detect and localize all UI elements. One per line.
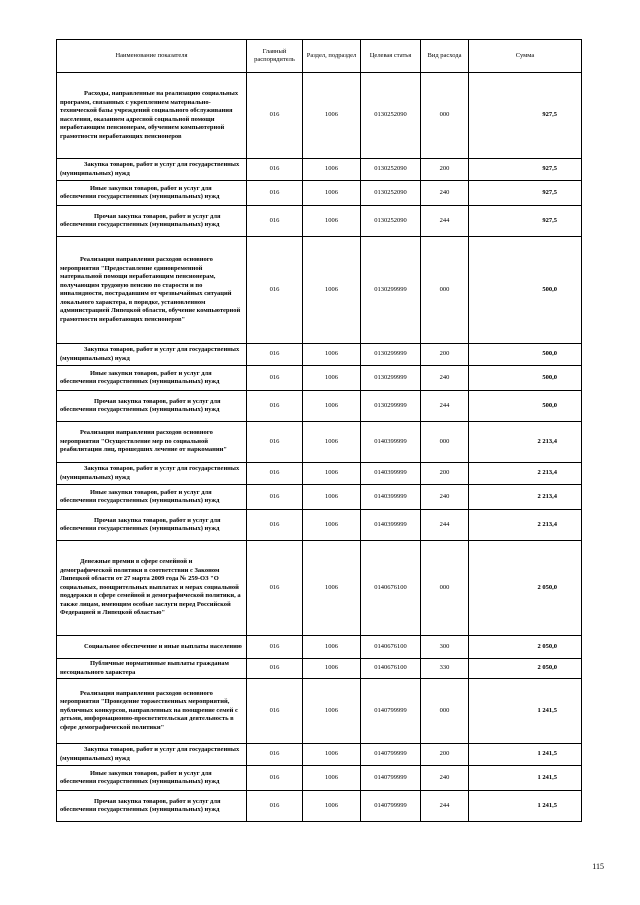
table-row bbox=[57, 485, 582, 510]
row-expense-type-cell: 000 bbox=[421, 422, 469, 463]
row-name-cell: Прочая закупка товаров, работ и услуг для обеспечения государственных (муниципальных) нужд bbox=[57, 510, 247, 541]
table-row bbox=[57, 206, 582, 237]
table-row bbox=[57, 237, 582, 344]
row-name-cell: Прочая закупка товаров, работ и услуг для обеспечения государственных (муниципальных) нужд bbox=[57, 391, 247, 422]
row-section-cell: 1006 bbox=[303, 791, 361, 822]
row-expense-type-cell: 240 bbox=[421, 485, 469, 510]
row-target-item-cell: 0140399999 bbox=[361, 422, 421, 463]
row-chief-manager-cell: 016 bbox=[247, 206, 303, 237]
row-expense-type-cell: 244 bbox=[421, 791, 469, 822]
row-section-cell: 1006 bbox=[303, 206, 361, 237]
row-target-item-cell: 0130299999 bbox=[361, 366, 421, 391]
row-expense-type-cell: 200 bbox=[421, 744, 469, 766]
row-chief-manager-cell: 016 bbox=[247, 766, 303, 791]
row-expense-type-cell: 000 bbox=[421, 541, 469, 636]
row-target-item-cell: 0140676100 bbox=[361, 659, 421, 679]
row-name-cell: Иные закупки товаров, работ и услуг для обеспечения государственных (муниципальных) нужд bbox=[57, 181, 247, 206]
table-row bbox=[57, 659, 582, 679]
row-amount-cell: 2 213,4 bbox=[469, 485, 582, 510]
row-chief-manager-cell: 016 bbox=[247, 659, 303, 679]
row-section-cell: 1006 bbox=[303, 366, 361, 391]
row-target-item-cell: 0130252090 bbox=[361, 73, 421, 159]
row-amount-cell: 927,5 bbox=[469, 206, 582, 237]
table-row bbox=[57, 159, 582, 181]
row-name-cell: Закупка товаров, работ и услуг для государственных (муниципальных) нужд bbox=[57, 744, 247, 766]
row-expense-type-cell: 000 bbox=[421, 73, 469, 159]
row-target-item-cell: 0130299999 bbox=[361, 237, 421, 344]
table-row bbox=[57, 679, 582, 744]
table-row bbox=[57, 344, 582, 366]
row-section-cell: 1006 bbox=[303, 485, 361, 510]
row-section-cell: 1006 bbox=[303, 391, 361, 422]
row-amount-cell: 2 213,4 bbox=[469, 422, 582, 463]
header-indicator-name: Наименование показателя bbox=[57, 40, 247, 73]
row-expense-type-cell: 200 bbox=[421, 344, 469, 366]
row-name-cell: Реализация направления расходов основного мероприятия "Проведение торжественных мероприятий, публичных конкурсов, направленных на поощрение семей с детьми, информационно-просветительская деятельность в сфере демографической политики" bbox=[57, 679, 247, 744]
row-expense-type-cell: 240 bbox=[421, 181, 469, 206]
row-name-cell: Иные закупки товаров, работ и услуг для обеспечения государственных (муниципальных) нужд bbox=[57, 366, 247, 391]
row-amount-cell: 2 213,4 bbox=[469, 463, 582, 485]
row-amount-cell: 1 241,5 bbox=[469, 766, 582, 791]
row-amount-cell: 500,0 bbox=[469, 366, 582, 391]
table-row bbox=[57, 181, 582, 206]
row-amount-cell: 927,5 bbox=[469, 159, 582, 181]
row-target-item-cell: 0130252090 bbox=[361, 206, 421, 237]
row-section-cell: 1006 bbox=[303, 159, 361, 181]
row-expense-type-cell: 200 bbox=[421, 463, 469, 485]
budget-table bbox=[56, 39, 582, 822]
row-chief-manager-cell: 016 bbox=[247, 744, 303, 766]
table-body bbox=[57, 73, 582, 822]
row-section-cell: 1006 bbox=[303, 237, 361, 344]
table-row bbox=[57, 541, 582, 636]
row-section-cell: 1006 bbox=[303, 344, 361, 366]
row-name-cell: Закупка товаров, работ и услуг для государственных (муниципальных) нужд bbox=[57, 344, 247, 366]
row-chief-manager-cell: 016 bbox=[247, 422, 303, 463]
row-name-cell: Закупка товаров, работ и услуг для государственных (муниципальных) нужд bbox=[57, 159, 247, 181]
row-amount-cell: 1 241,5 bbox=[469, 791, 582, 822]
row-amount-cell: 500,0 bbox=[469, 237, 582, 344]
row-name-cell: Социальное обеспечение и иные выплаты населению bbox=[57, 636, 247, 659]
row-expense-type-cell: 244 bbox=[421, 510, 469, 541]
header-expense-type: Вид расхода bbox=[421, 40, 469, 73]
row-section-cell: 1006 bbox=[303, 541, 361, 636]
row-target-item-cell: 0140399999 bbox=[361, 510, 421, 541]
row-chief-manager-cell: 016 bbox=[247, 541, 303, 636]
row-section-cell: 1006 bbox=[303, 463, 361, 485]
row-name-cell: Закупка товаров, работ и услуг для государственных (муниципальных) нужд bbox=[57, 463, 247, 485]
row-target-item-cell: 0130252090 bbox=[361, 159, 421, 181]
row-name-cell: Прочая закупка товаров, работ и услуг для обеспечения государственных (муниципальных) нужд bbox=[57, 791, 247, 822]
row-target-item-cell: 0140399999 bbox=[361, 485, 421, 510]
table-row bbox=[57, 510, 582, 541]
table-row bbox=[57, 744, 582, 766]
row-section-cell: 1006 bbox=[303, 422, 361, 463]
row-target-item-cell: 0140799999 bbox=[361, 744, 421, 766]
row-expense-type-cell: 330 bbox=[421, 659, 469, 679]
row-expense-type-cell: 240 bbox=[421, 766, 469, 791]
row-chief-manager-cell: 016 bbox=[247, 636, 303, 659]
row-section-cell: 1006 bbox=[303, 766, 361, 791]
row-amount-cell: 2 050,0 bbox=[469, 541, 582, 636]
row-chief-manager-cell: 016 bbox=[247, 463, 303, 485]
row-expense-type-cell: 000 bbox=[421, 237, 469, 344]
row-name-cell: Публичные нормативные выплаты гражданам несоциального характера bbox=[57, 659, 247, 679]
row-name-cell: Денежные премии в сфере семейной и демографической политики в соответствии с Законом Липецкой области от 27 марта 2009 года № 259-ОЗ "О социальных, поощрительных выплатах и мерах социальной поддержки в сфере семейной и демографической политики, а также лицам, имеющим особые заслуги перед Российской Федерацией и Липецкой областью" bbox=[57, 541, 247, 636]
row-amount-cell: 1 241,5 bbox=[469, 679, 582, 744]
row-amount-cell: 927,5 bbox=[469, 73, 582, 159]
row-chief-manager-cell: 016 bbox=[247, 791, 303, 822]
table-row bbox=[57, 366, 582, 391]
row-target-item-cell: 0130252090 bbox=[361, 181, 421, 206]
row-section-cell: 1006 bbox=[303, 510, 361, 541]
row-chief-manager-cell: 016 bbox=[247, 510, 303, 541]
row-target-item-cell: 0140399999 bbox=[361, 463, 421, 485]
row-section-cell: 1006 bbox=[303, 744, 361, 766]
table-row bbox=[57, 463, 582, 485]
row-name-cell: Реализация направления расходов основного мероприятия "Предоставление единовременной материальной помощи неработающим пенсионерам, получающим трудовую пенсию по старости и по инвалидности, пострадавшим от чрезвычайных ситуаций локального характера, в порядке, установленном администрацией Липецкой области, обучение компьютерной грамотности неработающих пенсионеров" bbox=[57, 237, 247, 344]
row-chief-manager-cell: 016 bbox=[247, 344, 303, 366]
row-name-cell: Расходы, направленные на реализацию социальных программ, связанных с укреплением материально-технической базы учреждений социального обслуживания населения, оказанием адресной социальной помощи неработающим пенсионерам, обучением компьютерной грамотности неработающих пенсионеров bbox=[57, 73, 247, 159]
row-section-cell: 1006 bbox=[303, 636, 361, 659]
row-target-item-cell: 0140799999 bbox=[361, 766, 421, 791]
row-name-cell: Иные закупки товаров, работ и услуг для обеспечения государственных (муниципальных) нужд bbox=[57, 485, 247, 510]
row-target-item-cell: 0140676100 bbox=[361, 636, 421, 659]
row-amount-cell: 500,0 bbox=[469, 344, 582, 366]
row-chief-manager-cell: 016 bbox=[247, 391, 303, 422]
row-target-item-cell: 0140676100 bbox=[361, 541, 421, 636]
row-chief-manager-cell: 016 bbox=[247, 485, 303, 510]
table-header-row bbox=[57, 40, 582, 73]
row-expense-type-cell: 300 bbox=[421, 636, 469, 659]
row-section-cell: 1006 bbox=[303, 659, 361, 679]
row-expense-type-cell: 200 bbox=[421, 159, 469, 181]
row-name-cell: Иные закупки товаров, работ и услуг для обеспечения государственных (муниципальных) нужд bbox=[57, 766, 247, 791]
row-amount-cell: 500,0 bbox=[469, 391, 582, 422]
row-expense-type-cell: 000 bbox=[421, 679, 469, 744]
row-chief-manager-cell: 016 bbox=[247, 237, 303, 344]
row-section-cell: 1006 bbox=[303, 679, 361, 744]
table-row bbox=[57, 636, 582, 659]
header-section: Раздел, подраздел bbox=[303, 40, 361, 73]
page-number: 115 bbox=[592, 862, 604, 871]
table-row bbox=[57, 391, 582, 422]
row-expense-type-cell: 244 bbox=[421, 391, 469, 422]
table-row bbox=[57, 73, 582, 159]
row-section-cell: 1006 bbox=[303, 73, 361, 159]
header-amount: Сумма bbox=[469, 40, 582, 73]
row-amount-cell: 1 241,5 bbox=[469, 744, 582, 766]
table-row bbox=[57, 766, 582, 791]
row-chief-manager-cell: 016 bbox=[247, 679, 303, 744]
row-target-item-cell: 0140799999 bbox=[361, 791, 421, 822]
row-amount-cell: 927,5 bbox=[469, 181, 582, 206]
row-chief-manager-cell: 016 bbox=[247, 159, 303, 181]
row-name-cell: Прочая закупка товаров, работ и услуг для обеспечения государственных (муниципальных) нужд bbox=[57, 206, 247, 237]
row-chief-manager-cell: 016 bbox=[247, 366, 303, 391]
row-expense-type-cell: 240 bbox=[421, 366, 469, 391]
row-section-cell: 1006 bbox=[303, 181, 361, 206]
header-target-item: Целевая статья bbox=[361, 40, 421, 73]
row-expense-type-cell: 244 bbox=[421, 206, 469, 237]
row-chief-manager-cell: 016 bbox=[247, 73, 303, 159]
row-amount-cell: 2 213,4 bbox=[469, 510, 582, 541]
row-chief-manager-cell: 016 bbox=[247, 181, 303, 206]
table-row bbox=[57, 791, 582, 822]
row-target-item-cell: 0140799999 bbox=[361, 679, 421, 744]
row-amount-cell: 2 050,0 bbox=[469, 636, 582, 659]
table-row bbox=[57, 422, 582, 463]
header-chief-manager: Главный распорядитель bbox=[247, 40, 303, 73]
row-name-cell: Реализация направления расходов основного мероприятия "Осуществление мер по социальной реабилитации лиц, прошедших лечение от наркомании" bbox=[57, 422, 247, 463]
row-target-item-cell: 0130299999 bbox=[361, 391, 421, 422]
row-target-item-cell: 0130299999 bbox=[361, 344, 421, 366]
row-amount-cell: 2 050,0 bbox=[469, 659, 582, 679]
